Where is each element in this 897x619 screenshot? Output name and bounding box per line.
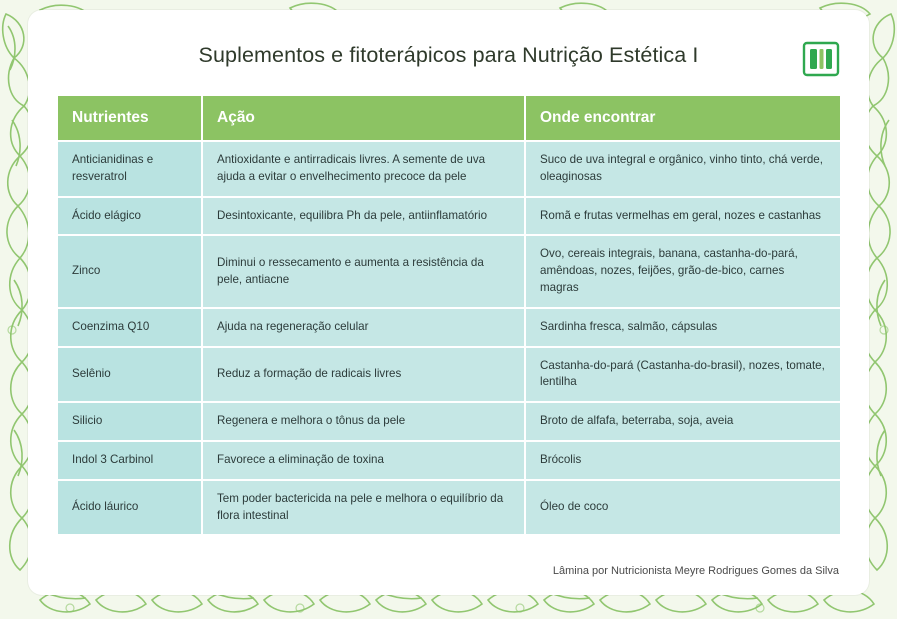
header-onde-encontrar: Onde encontrar [526, 96, 840, 140]
cell-onde: Suco de uva integral e orgânico, vinho tinto, chá verde, oleaginosas [526, 140, 840, 196]
table-row [58, 479, 840, 535]
title-row [28, 38, 869, 86]
cell-acao: Favorece a eliminação de toxina [203, 440, 526, 479]
cell-onde: Óleo de coco [526, 479, 840, 535]
cell-onde: Broto de alfafa, beterraba, soja, aveia [526, 401, 840, 440]
cell-acao: Ajuda na regeneração celular [203, 307, 526, 346]
cell-acao: Antioxidante e antirradicais livres. A semente de uva ajuda a evitar o envelhecimento precoce da pele [203, 140, 526, 196]
header-acao: Ação [203, 96, 526, 140]
content-card [28, 10, 869, 595]
cell-acao: Diminui o ressecamento e aumenta a resistência da pele, antiacne [203, 234, 526, 306]
nutrients-table [58, 96, 840, 534]
cell-nutriente: Ácido láurico [58, 479, 203, 535]
table-row [58, 307, 840, 346]
table-header-row [58, 96, 840, 140]
cell-onde: Romã e frutas vermelhas em geral, nozes e castanhas [526, 196, 840, 235]
table-row [58, 401, 840, 440]
cell-acao: Desintoxicante, equilibra Ph da pele, antiinflamatório [203, 196, 526, 235]
cell-nutriente: Coenzima Q10 [58, 307, 203, 346]
table-row [58, 196, 840, 235]
cell-onde: Sardinha fresca, salmão, cápsulas [526, 307, 840, 346]
table-row [58, 346, 840, 402]
table-row [58, 234, 840, 306]
cell-acao: Reduz a formação de radicais livres [203, 346, 526, 402]
cell-nutriente: Ácido elágico [58, 196, 203, 235]
cell-acao: Regenera e melhora o tônus da pele [203, 401, 526, 440]
table-row [58, 440, 840, 479]
cell-nutriente: Anticianidinas e resveratrol [58, 140, 203, 196]
cell-acao: Tem poder bactericida na pele e melhora o equilíbrio da flora intestinal [203, 479, 526, 535]
cell-nutriente: Selênio [58, 346, 203, 402]
credit-line: Lâmina por Nutricionista Meyre Rodrigues Gomes da Silva [552, 565, 839, 577]
cell-nutriente: Silicio [58, 401, 203, 440]
cell-nutriente: Zinco [58, 234, 203, 306]
cell-onde: Brócolis [526, 440, 840, 479]
table-row [58, 140, 840, 196]
page-title: Suplementos e fitoterápicos para Nutrição Estética I [198, 43, 699, 67]
header-nutrientes: Nutrientes [58, 96, 203, 140]
cell-nutriente: Indol 3 Carbinol [58, 440, 203, 479]
book-icon [801, 40, 841, 78]
cell-onde: Castanha-do-pará (Castanha-do-brasil), nozes, tomate, lentilha [526, 346, 840, 402]
cell-onde: Ovo, cereais integrais, banana, castanha-do-pará, amêndoas, nozes, feijões, grão-de-bico, carnes magras [526, 234, 840, 306]
